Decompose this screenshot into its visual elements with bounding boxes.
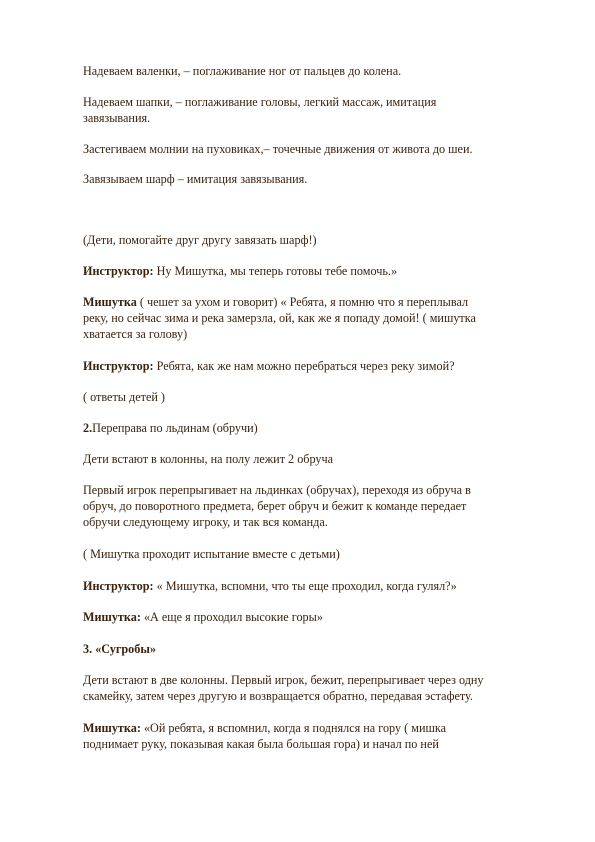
paragraph-line: ( Мишутка проходит испытание вместе с детьми)	[83, 547, 340, 561]
paragraph-line: ( ответы детей )	[83, 390, 165, 404]
speaker-label: Инструктор:	[83, 264, 154, 278]
paragraph-line: Мишутка: «А еще я проходил высокие горы»	[83, 610, 323, 624]
paragraph-line: скамейку, затем через другую и возвращается обратно, передавая эстафету.	[83, 689, 473, 703]
paragraph-line: Надеваем валенки, – поглаживание ног от пальцев до колена.	[83, 64, 402, 78]
paragraph-line: Инструктор: « Мишутка, вспомни, что ты еще проходил, когда гулял?»	[83, 579, 457, 593]
paragraph-line: Мишутка ( чешет за ухом и говорит) « Ребята, я помню что я переплывал	[83, 295, 469, 309]
paragraph-line: хватается за голову)	[83, 327, 188, 341]
section-heading: 3. «Сугробы»	[83, 642, 156, 656]
paragraph-line: завязывания.	[83, 111, 151, 125]
paragraph-line: Первый игрок перепрыгивает на льдинках (обручах), переходя из обруча в	[83, 483, 471, 497]
paragraph-line: Инструктор: Ну Мишутка, мы теперь готовы тебе помочь.»	[83, 264, 398, 278]
speaker-label: Инструктор:	[83, 359, 154, 373]
paragraph-line: Дети встают в колонны, на полу лежит 2 обруча	[83, 452, 334, 466]
speaker-label: Мишутка:	[83, 610, 141, 624]
section-heading: 2.Переправа по льдинам (обручи)	[83, 421, 258, 435]
paragraph-line: реку, но сейчас зима и река замерзла, ой, как же я попаду домой! ( мишутка	[83, 311, 476, 325]
paragraph-line: обручи следующему игроку, и так вся команда.	[83, 515, 328, 529]
paragraph-line: Завязываем шарф – имитация завязывания.	[83, 172, 308, 186]
paragraph-line: (Дети, помогайте друг другу завязать шарф!)	[83, 233, 317, 247]
paragraph-line: Инструктор: Ребята, как же нам можно перебраться через реку зимой?	[83, 359, 455, 373]
speaker-label: Мишутка	[83, 295, 137, 309]
paragraph-line: Дети встают в две колонны. Первый игрок, бежит, перепрыгивает через одну	[83, 673, 484, 687]
paragraph-line: Мишутка: «Ой ребята, я вспомнил, когда я поднялся на гору ( мишка	[83, 721, 446, 735]
speaker-label: Инструктор:	[83, 579, 154, 593]
paragraph-line: Застегиваем молнии на пуховиках,– точечные движения от живота до шеи.	[83, 142, 473, 156]
speaker-label: Мишутка:	[83, 721, 141, 735]
paragraph-line: обруч, до поворотного предмета, берет обруч и бежит к команде передает	[83, 499, 467, 513]
paragraph-line: поднимает руку, показывая какая была большая гора) и начал по ней	[83, 737, 439, 751]
paragraph-line: Надеваем шапки, – поглаживание головы, легкий массаж, имитация	[83, 95, 437, 109]
